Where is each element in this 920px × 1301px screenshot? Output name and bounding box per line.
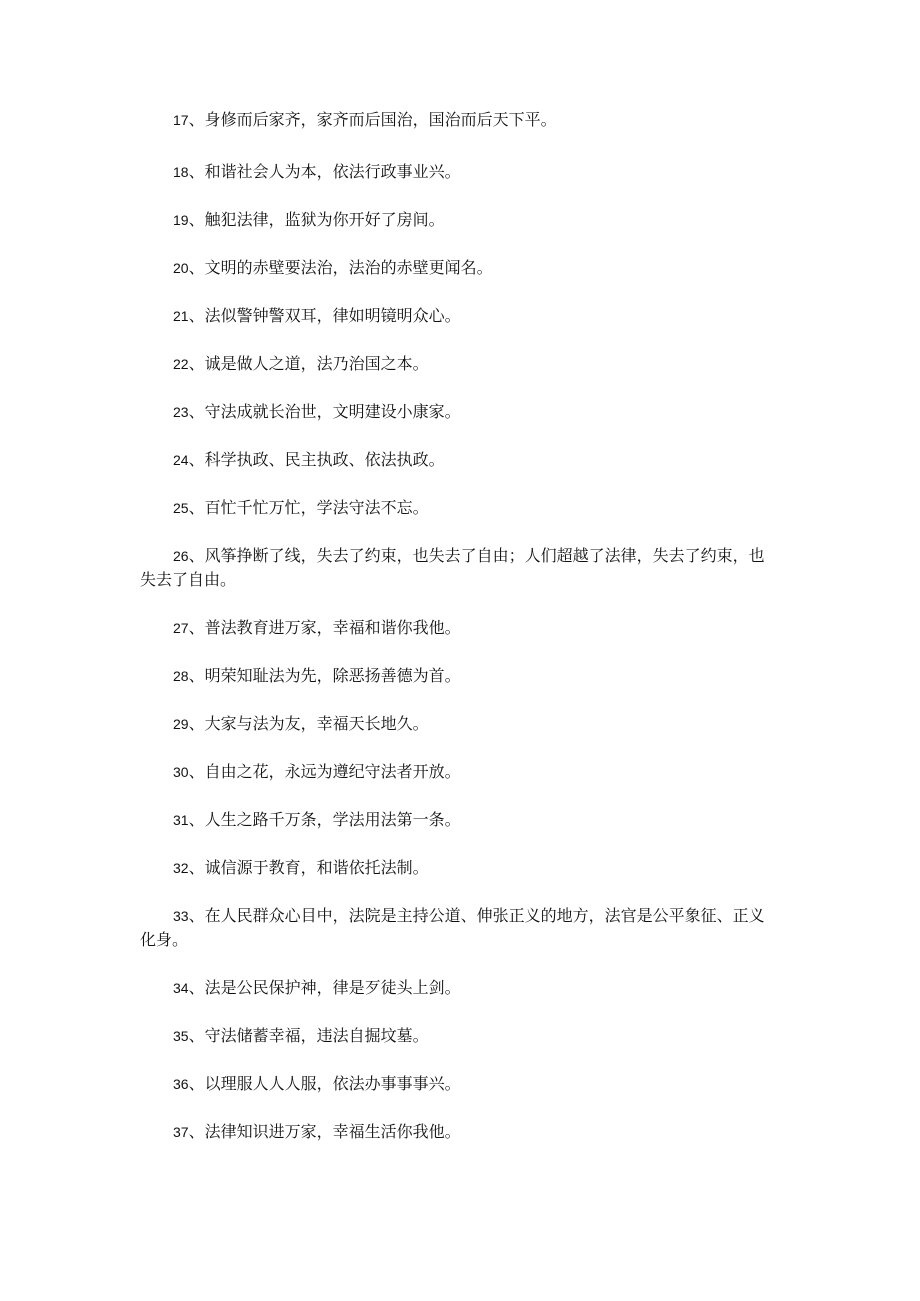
list-item (140, 616, 780, 640)
item-number: 36 (173, 1076, 189, 1092)
item-number: 31 (173, 812, 189, 828)
item-number: 34 (173, 980, 189, 996)
list-item (140, 352, 780, 376)
item-text: 、大家与法为友，幸福天长地久。 (188, 714, 429, 733)
item-number: 24 (173, 452, 189, 468)
item-text: 、文明的赤壁要法治，法治的赤壁更闻名。 (188, 258, 493, 277)
item-number: 26 (173, 548, 189, 564)
item-number: 25 (173, 500, 189, 516)
list-item (140, 256, 780, 280)
item-number: 37 (173, 1124, 189, 1140)
item-text: 、触犯法律，监狱为你开好了房间。 (188, 210, 445, 229)
list-item (140, 904, 780, 952)
item-text: 、身修而后家齐，家齐而后国治，国治而后天下平。 (188, 110, 557, 129)
list-item (140, 108, 780, 132)
list-item (140, 1024, 780, 1048)
list-item (140, 808, 780, 832)
list-item (140, 448, 780, 472)
item-text: 、和谐社会人为本，依法行政事业兴。 (188, 162, 461, 181)
item-text: 、法是公民保护神，律是歹徒头上剑。 (188, 978, 461, 997)
item-text: 、诚是做人之道，法乃治国之本。 (188, 354, 429, 373)
item-number: 33 (173, 908, 189, 924)
list-item (140, 976, 780, 1000)
list-item (140, 304, 780, 328)
list-item (140, 760, 780, 784)
item-text: 、明荣知耻法为先，除恶扬善德为首。 (188, 666, 461, 685)
list-item (140, 856, 780, 880)
item-text: 、科学执政、民主执政、依法执政。 (188, 450, 445, 469)
item-number: 22 (173, 356, 189, 372)
item-text: 、普法教育进万家，幸福和谐你我他。 (188, 618, 461, 637)
item-number: 32 (173, 860, 189, 876)
item-number: 28 (173, 668, 189, 684)
item-text: 、人生之路千万条，学法用法第一条。 (188, 810, 461, 829)
list-item (140, 664, 780, 688)
list-item (140, 208, 780, 232)
item-number: 30 (173, 764, 189, 780)
item-number: 23 (173, 404, 189, 420)
list-item (140, 712, 780, 736)
item-text: 、守法储蓄幸福，违法自掘坟墓。 (188, 1026, 429, 1045)
slogan-list (140, 108, 780, 1168)
item-text: 、法律知识进万家，幸福生活你我他。 (188, 1122, 461, 1141)
item-number: 21 (173, 308, 189, 324)
item-number: 20 (173, 260, 189, 276)
item-text: 、百忙千忙万忙，学法守法不忘。 (188, 498, 429, 517)
item-text: 、诚信源于教育，和谐依托法制。 (188, 858, 429, 877)
item-text: 、自由之花，永远为遵纪守法者开放。 (188, 762, 461, 781)
item-number: 27 (173, 620, 189, 636)
list-item (140, 496, 780, 520)
list-item (140, 544, 780, 592)
item-text: 、以理服人人人服，依法办事事事兴。 (188, 1074, 461, 1093)
item-number: 35 (173, 1028, 189, 1044)
list-item (140, 160, 780, 184)
item-text: 、法似警钟警双耳，律如明镜明众心。 (188, 306, 461, 325)
item-text: 、守法成就长治世，文明建设小康家。 (188, 402, 461, 421)
item-text: 、风筝挣断了线，失去了约束，也失去了自由；人们超越了法律，失去了约束，也失去了自由。 (140, 546, 765, 589)
item-number: 17 (173, 112, 189, 128)
item-number: 18 (173, 164, 189, 180)
item-number: 19 (173, 212, 189, 228)
list-item (140, 1120, 780, 1144)
list-item (140, 400, 780, 424)
item-text: 、在人民群众心目中，法院是主持公道、伸张正义的地方，法官是公平象征、正义化身。 (140, 906, 765, 949)
list-item (140, 1072, 780, 1096)
item-number: 29 (173, 716, 189, 732)
